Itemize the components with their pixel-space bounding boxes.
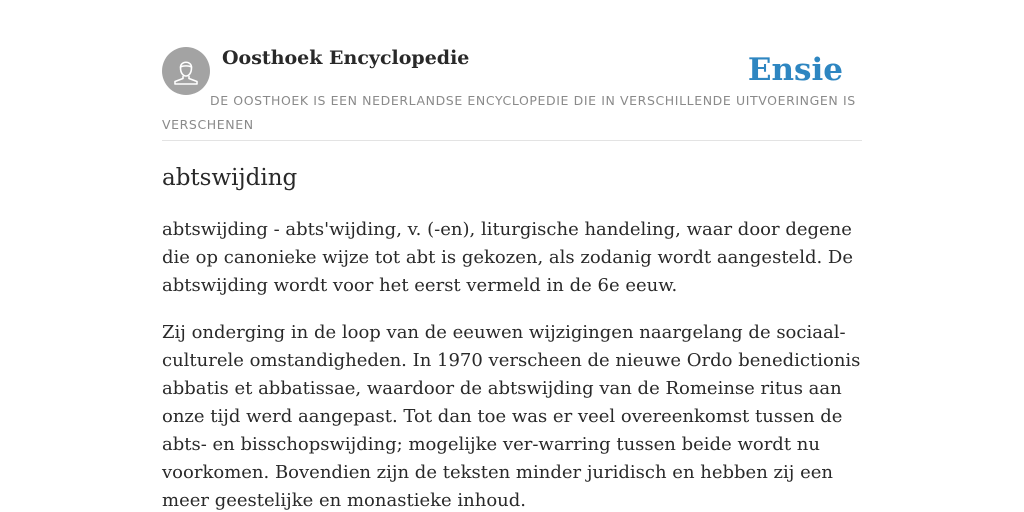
- person-outline-icon: [162, 47, 210, 95]
- publication-title[interactable]: Oosthoek Encyclopedie: [222, 47, 470, 69]
- article-title: abtswijding: [162, 165, 298, 191]
- publication-header: [162, 0, 862, 141]
- article-paragraph: abtswijding - abts'wijding, v. (-en), liturgische handeling, waar door degene die op canonieke wijze tot abt is gekozen, als zodanig wordt aangesteld. De abtswijding wordt voor het eerst vermeld in de 6e eeuw.: [162, 219, 854, 296]
- article: [162, 160, 862, 512]
- ensie-logo[interactable]: Ensie: [747, 52, 843, 88]
- publication-description: DE OOSTHOEK IS EEN NEDERLANDSE ENCYCLOPEDIE DIE IN VERSCHILLENDE UITVOERINGEN IS VERSCHENEN: [162, 93, 856, 132]
- article-paragraph: Zij onderging in de loop van de eeuwen wijzigingen naargelang de sociaal-culturele omstandigheden. In 1970 verscheen de nieuwe Ordo benedictionis abbatis et abbatissae, waardoor de abtswijding van de Romeinse ritus aan onze tijd werd aangepast. Tot dan toe was er veel overeenkomst tussen de abts- en bisschopswijding; mogelijke ver-warring tussen beide wordt nu voorkomen. Bovendien zijn de teksten minder juridisch en hebben zij een meer geestelijke en monastieke inhoud.: [162, 322, 861, 511]
- user-avatar-icon[interactable]: [162, 47, 210, 95]
